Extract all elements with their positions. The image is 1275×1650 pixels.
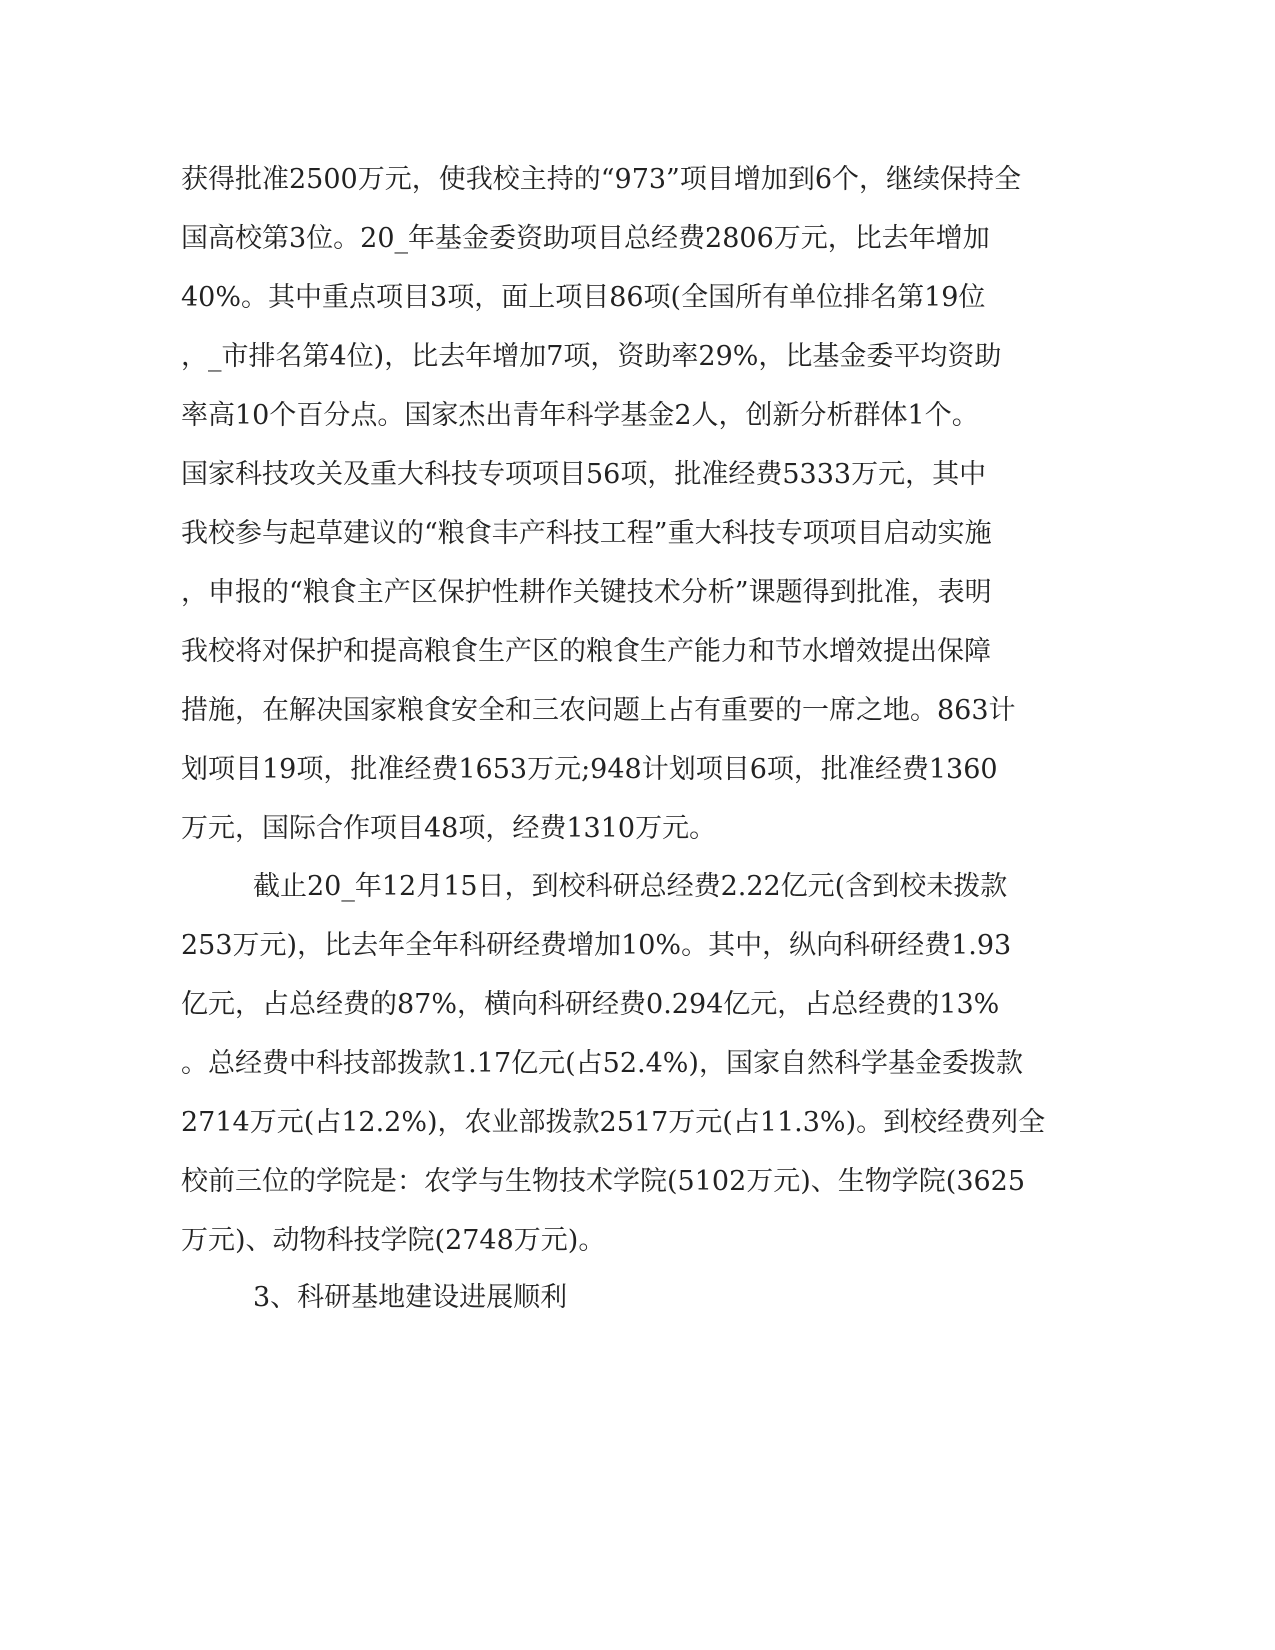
text-line: 万元，国际合作项目48项，经费1310万元。 (181, 813, 717, 844)
paragraph-research-funding (181, 857, 1046, 1270)
text-line: 国高校第3位。20_年基金委资助项目总经费2806万元，比去年增加 (181, 223, 990, 254)
section-heading (181, 1268, 1041, 1327)
text-line: 划项目19项，批准经费1653万元;948计划项目6项，批准经费1360 (181, 754, 998, 785)
text-line: 校前三位的学院是：农学与生物技术学院(5102万元)、生物学院(3625 (181, 1166, 1026, 1197)
text-line: 万元)、动物科技学院(2748万元)。 (181, 1225, 606, 1256)
text-line: 40%。其中重点项目3项，面上项目86项(全国所有单位排名第19位 (181, 282, 986, 313)
text-line: 我校参与起草建议的“粮食丰产科技工程”重大科技专项项目启动实施 (181, 518, 992, 549)
text-line: 我校将对保护和提高粮食生产区的粮食生产能力和节水增效提出保障 (181, 636, 991, 667)
text-line: 国家科技攻关及重大科技专项项目56项，批准经费5333万元，其中 (181, 459, 987, 490)
text-line: 。总经费中科技部拨款1.17亿元(占52.4%)，国家自然科学基金委拨款 (181, 1048, 1023, 1079)
section-heading-text: 3、科研基地建设进展顺利 (253, 1282, 568, 1313)
text-line: 率高10个百分点。国家杰出青年科学基金2人，创新分析群体1个。 (181, 400, 979, 431)
text-line: 亿元，占总经费的87%，横向科研经费0.294亿元，占总经费的13% (181, 989, 1000, 1020)
text-line: ，申报的“粮食主产区保护性耕作关键技术分析”课题得到批准，表明 (181, 577, 992, 608)
text-line: 获得批准2500万元，使我校主持的“973”项目增加到6个，继续保持全 (181, 164, 1022, 195)
text-line: 措施，在解决国家粮食安全和三农问题上占有重要的一席之地。863计 (181, 695, 1016, 726)
text-line: 253万元)，比去年全年科研经费增加10%。其中，纵向科研经费1.93 (181, 930, 1012, 961)
text-line: 2714万元(占12.2%)，农业部拨款2517万元(占11.3%)。到校经费列全 (181, 1107, 1046, 1138)
text-line: ，_市排名第4位)，比去年增加7项，资助率29%，比基金委平均资助 (181, 341, 1002, 372)
text-line-indented: 截止20_年12月15日，到校科研总经费2.22亿元(含到校未拨款 (253, 871, 1008, 902)
paragraph-research-projects (181, 150, 1041, 858)
